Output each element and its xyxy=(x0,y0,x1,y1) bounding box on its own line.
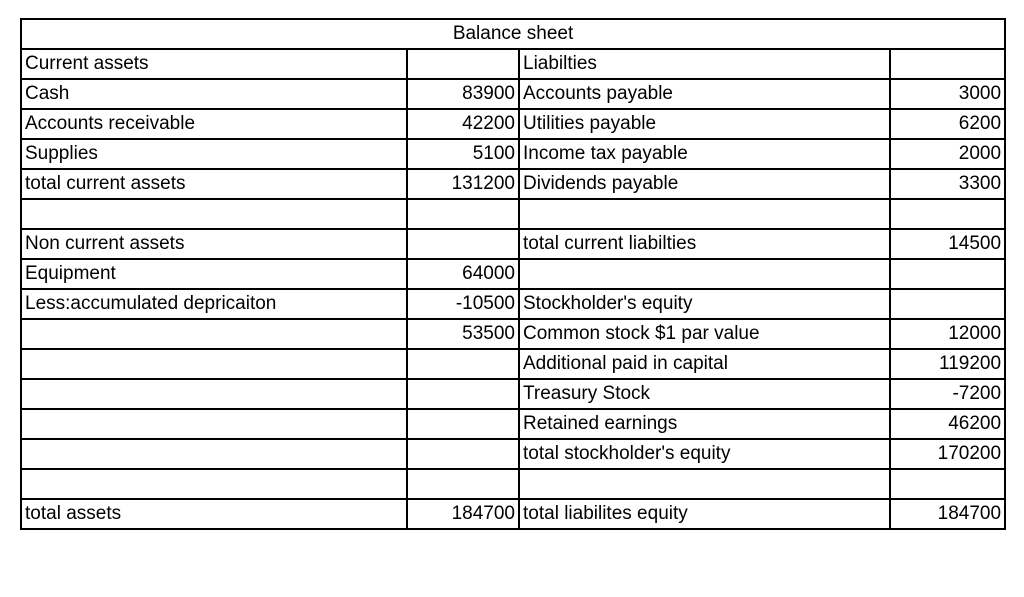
liability-label-cell[interactable]: Retained earnings xyxy=(519,409,890,439)
liability-value-cell[interactable] xyxy=(890,289,1005,319)
liability-value-cell[interactable] xyxy=(890,49,1005,79)
liability-label-cell[interactable]: Liabilties xyxy=(519,49,890,79)
asset-value-cell[interactable] xyxy=(407,379,519,409)
asset-value-cell[interactable] xyxy=(407,349,519,379)
table-row xyxy=(21,79,1005,109)
asset-value-cell[interactable] xyxy=(407,49,519,79)
liability-value-cell[interactable] xyxy=(890,199,1005,229)
asset-label-cell[interactable]: total current assets xyxy=(21,169,407,199)
asset-label-cell[interactable]: Non current assets xyxy=(21,229,407,259)
liability-value-cell[interactable]: 3000 xyxy=(890,79,1005,109)
table-row xyxy=(21,349,1005,379)
asset-label-cell[interactable]: Less:accumulated depricaiton xyxy=(21,289,407,319)
liability-value-cell[interactable]: 119200 xyxy=(890,349,1005,379)
table-row xyxy=(21,49,1005,79)
liability-value-cell[interactable]: 6200 xyxy=(890,109,1005,139)
asset-value-cell[interactable]: 42200 xyxy=(407,109,519,139)
liability-label-cell[interactable]: Treasury Stock xyxy=(519,379,890,409)
liability-label-cell[interactable]: Income tax payable xyxy=(519,139,890,169)
liability-value-cell[interactable]: -7200 xyxy=(890,379,1005,409)
liability-value-cell[interactable]: 184700 xyxy=(890,499,1005,529)
asset-label-cell[interactable] xyxy=(21,199,407,229)
asset-label-cell[interactable] xyxy=(21,469,407,499)
asset-value-cell[interactable]: 184700 xyxy=(407,499,519,529)
asset-label-cell[interactable]: Accounts receivable xyxy=(21,109,407,139)
table-row xyxy=(21,109,1005,139)
asset-value-cell[interactable] xyxy=(407,469,519,499)
table-row xyxy=(21,469,1005,499)
liability-label-cell[interactable]: Stockholder's equity xyxy=(519,289,890,319)
title-row xyxy=(21,19,1005,49)
liability-value-cell[interactable] xyxy=(890,259,1005,289)
sheet-title: Balance sheet xyxy=(21,19,1005,49)
table-row xyxy=(21,139,1005,169)
liability-label-cell[interactable]: Utilities payable xyxy=(519,109,890,139)
asset-label-cell[interactable]: total assets xyxy=(21,499,407,529)
table-row xyxy=(21,199,1005,229)
asset-value-cell[interactable] xyxy=(407,409,519,439)
table-row xyxy=(21,379,1005,409)
liability-label-cell[interactable]: Dividends payable xyxy=(519,169,890,199)
liability-label-cell[interactable]: Accounts payable xyxy=(519,79,890,109)
liability-value-cell[interactable]: 2000 xyxy=(890,139,1005,169)
asset-label-cell[interactable] xyxy=(21,379,407,409)
liability-value-cell[interactable]: 46200 xyxy=(890,409,1005,439)
table-row xyxy=(21,499,1005,529)
asset-value-cell[interactable]: 5100 xyxy=(407,139,519,169)
asset-value-cell[interactable]: 53500 xyxy=(407,319,519,349)
asset-value-cell[interactable] xyxy=(407,199,519,229)
liability-label-cell[interactable]: Common stock $1 par value xyxy=(519,319,890,349)
liability-label-cell[interactable]: total current liabilties xyxy=(519,229,890,259)
liability-label-cell[interactable]: total liabilites equity xyxy=(519,499,890,529)
asset-label-cell[interactable] xyxy=(21,349,407,379)
liability-value-cell[interactable]: 12000 xyxy=(890,319,1005,349)
asset-label-cell[interactable] xyxy=(21,409,407,439)
liability-value-cell[interactable]: 170200 xyxy=(890,439,1005,469)
liability-label-cell[interactable] xyxy=(519,199,890,229)
liability-label-cell[interactable] xyxy=(519,259,890,289)
table-row xyxy=(21,289,1005,319)
asset-value-cell[interactable]: 131200 xyxy=(407,169,519,199)
asset-label-cell[interactable]: Cash xyxy=(21,79,407,109)
asset-value-cell[interactable] xyxy=(407,229,519,259)
asset-value-cell[interactable]: 83900 xyxy=(407,79,519,109)
table-row xyxy=(21,409,1005,439)
asset-label-cell[interactable]: Current assets xyxy=(21,49,407,79)
asset-value-cell[interactable]: -10500 xyxy=(407,289,519,319)
asset-label-cell[interactable] xyxy=(21,319,407,349)
table-row xyxy=(21,229,1005,259)
table-row xyxy=(21,169,1005,199)
asset-value-cell[interactable]: 64000 xyxy=(407,259,519,289)
liability-label-cell[interactable]: Additional paid in capital xyxy=(519,349,890,379)
liability-label-cell[interactable]: total stockholder's equity xyxy=(519,439,890,469)
liability-value-cell[interactable]: 14500 xyxy=(890,229,1005,259)
liability-value-cell[interactable]: 3300 xyxy=(890,169,1005,199)
table-row xyxy=(21,259,1005,289)
liability-label-cell[interactable] xyxy=(519,469,890,499)
asset-label-cell[interactable] xyxy=(21,439,407,469)
table-row xyxy=(21,319,1005,349)
table-row xyxy=(21,439,1005,469)
asset-value-cell[interactable] xyxy=(407,439,519,469)
liability-value-cell[interactable] xyxy=(890,469,1005,499)
balance-sheet-table xyxy=(20,18,1006,530)
asset-label-cell[interactable]: Equipment xyxy=(21,259,407,289)
asset-label-cell[interactable]: Supplies xyxy=(21,139,407,169)
